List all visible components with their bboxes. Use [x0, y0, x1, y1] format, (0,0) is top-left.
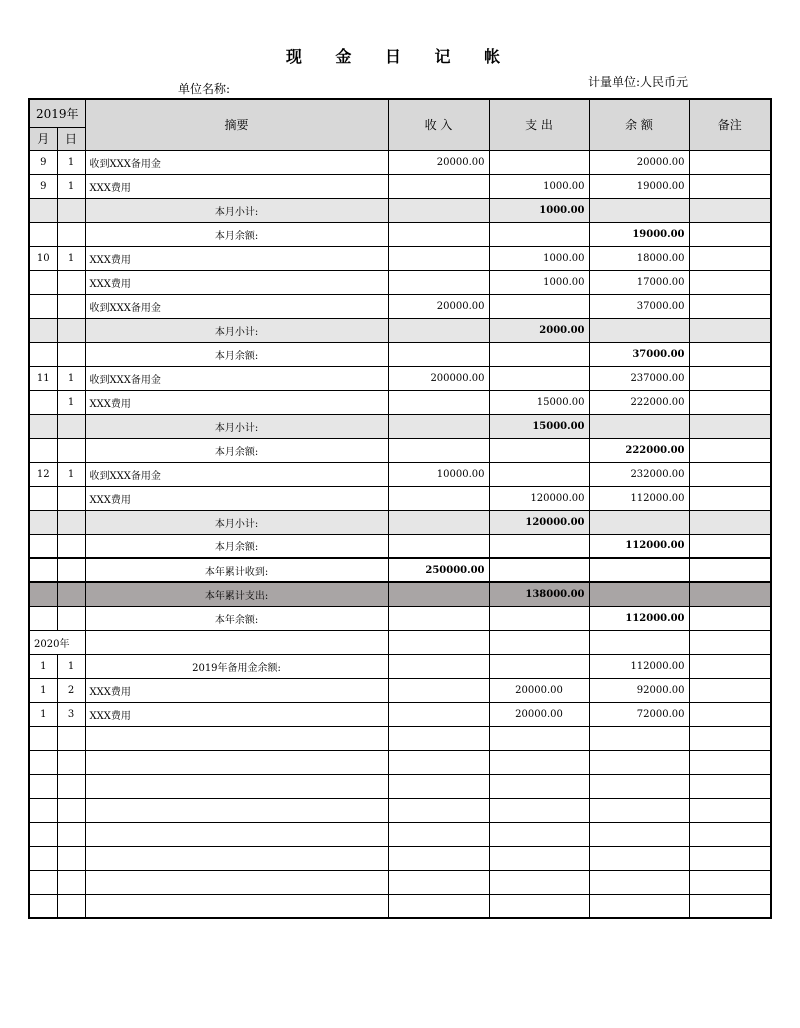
empty-cell [388, 630, 489, 654]
month-cell: 9 [29, 150, 57, 174]
expense-cell: 120000.00 [489, 486, 589, 510]
income-cell [388, 702, 489, 726]
day-cell: 1 [57, 366, 85, 390]
day-cell [57, 270, 85, 294]
income-cell [388, 198, 489, 222]
table-row [29, 150, 771, 174]
summary-cell: 本年累计收到: [85, 558, 388, 582]
empty-cell [489, 750, 589, 774]
empty-cell [689, 894, 771, 918]
summary-cell: 收到XXX备用金 [85, 366, 388, 390]
summary-cell: 收到XXX备用金 [85, 294, 388, 318]
income-cell [388, 318, 489, 342]
month-cell [29, 390, 57, 414]
table-row [29, 222, 771, 246]
empty-cell [589, 750, 689, 774]
month-cell: 12 [29, 462, 57, 486]
day-cell [57, 534, 85, 558]
balance-cell [589, 558, 689, 582]
balance-cell: 92000.00 [589, 678, 689, 702]
table-row [29, 846, 771, 870]
empty-cell [57, 894, 85, 918]
table-row [29, 318, 771, 342]
table-row [29, 438, 771, 462]
empty-cell [29, 894, 57, 918]
header-summary: 摘要 [85, 99, 388, 150]
table-row [29, 414, 771, 438]
month-cell [29, 270, 57, 294]
day-cell [57, 510, 85, 534]
income-cell [388, 270, 489, 294]
unit-name-label: 单位名称: [178, 82, 231, 96]
day-cell: 1 [57, 462, 85, 486]
remark-cell [689, 318, 771, 342]
empty-cell [85, 870, 388, 894]
month-cell [29, 198, 57, 222]
balance-cell: 18000.00 [589, 246, 689, 270]
empty-cell [29, 750, 57, 774]
income-cell [388, 222, 489, 246]
expense-cell: 120000.00 [489, 510, 589, 534]
expense-cell: 1000.00 [489, 246, 589, 270]
expense-cell: 20000.00 [489, 678, 589, 702]
month-cell: 11 [29, 366, 57, 390]
page-title: 现 金 日 记 帐 [285, 47, 515, 66]
table-row [29, 534, 771, 558]
income-cell [388, 510, 489, 534]
balance-cell [589, 198, 689, 222]
expense-cell: 1000.00 [489, 270, 589, 294]
remark-cell [689, 294, 771, 318]
month-cell: 1 [29, 654, 57, 678]
month-cell [29, 558, 57, 582]
summary-cell: XXX费用 [85, 678, 388, 702]
summary-cell: XXX费用 [85, 270, 388, 294]
expense-cell [489, 366, 589, 390]
empty-cell [57, 726, 85, 750]
summary-cell: XXX费用 [85, 390, 388, 414]
empty-cell [85, 798, 388, 822]
empty-cell [589, 726, 689, 750]
empty-cell [29, 774, 57, 798]
table-row [29, 750, 771, 774]
summary-cell: 本年累计支出: [85, 582, 388, 606]
table-row [29, 390, 771, 414]
balance-cell: 112000.00 [589, 654, 689, 678]
income-cell: 250000.00 [388, 558, 489, 582]
empty-cell [589, 822, 689, 846]
income-cell [388, 390, 489, 414]
remark-cell [689, 462, 771, 486]
empty-cell [388, 726, 489, 750]
balance-cell [589, 582, 689, 606]
table-row [29, 678, 771, 702]
empty-cell [589, 798, 689, 822]
expense-cell: 1000.00 [489, 174, 589, 198]
income-cell [388, 654, 489, 678]
table-row [29, 174, 771, 198]
empty-cell [85, 894, 388, 918]
table-row [29, 726, 771, 750]
income-cell: 200000.00 [388, 366, 489, 390]
empty-cell [388, 750, 489, 774]
table-row [29, 366, 771, 390]
header-expense: 支 出 [489, 99, 589, 150]
expense-cell: 1000.00 [489, 198, 589, 222]
month-cell [29, 534, 57, 558]
income-cell: 20000.00 [388, 150, 489, 174]
table-row [29, 702, 771, 726]
month-cell [29, 438, 57, 462]
day-cell [57, 438, 85, 462]
day-cell [57, 222, 85, 246]
table-row [29, 486, 771, 510]
empty-cell [489, 774, 589, 798]
balance-cell [589, 510, 689, 534]
empty-cell [29, 798, 57, 822]
table-row [29, 558, 771, 582]
empty-cell [57, 798, 85, 822]
day-cell: 3 [57, 702, 85, 726]
empty-cell [57, 822, 85, 846]
remark-cell [689, 654, 771, 678]
balance-cell: 17000.00 [589, 270, 689, 294]
day-cell [57, 558, 85, 582]
balance-cell: 222000.00 [589, 438, 689, 462]
empty-cell [388, 894, 489, 918]
income-cell [388, 246, 489, 270]
day-cell [57, 342, 85, 366]
remark-cell [689, 438, 771, 462]
table-row [29, 270, 771, 294]
empty-cell [29, 726, 57, 750]
cash-journal-table [28, 98, 772, 919]
day-cell: 1 [57, 246, 85, 270]
month-cell: 1 [29, 678, 57, 702]
income-cell [388, 342, 489, 366]
balance-cell: 37000.00 [589, 342, 689, 366]
balance-cell [589, 318, 689, 342]
empty-cell [85, 630, 388, 654]
empty-cell [489, 630, 589, 654]
month-cell: 1 [29, 702, 57, 726]
remark-cell [689, 222, 771, 246]
empty-cell [29, 870, 57, 894]
day-cell [57, 606, 85, 630]
remark-cell [689, 390, 771, 414]
empty-cell [57, 774, 85, 798]
empty-cell [57, 750, 85, 774]
empty-cell [689, 630, 771, 654]
empty-cell [388, 774, 489, 798]
summary-cell: 本年余额: [85, 606, 388, 630]
empty-cell [29, 822, 57, 846]
expense-cell [489, 150, 589, 174]
empty-cell [489, 846, 589, 870]
summary-cell: 本月小计: [85, 414, 388, 438]
summary-cell: XXX费用 [85, 246, 388, 270]
income-cell [388, 582, 489, 606]
summary-cell: 2019年备用金余额: [85, 654, 388, 678]
remark-cell [689, 198, 771, 222]
month-cell [29, 414, 57, 438]
empty-cell [57, 870, 85, 894]
day-cell [57, 318, 85, 342]
expense-cell [489, 462, 589, 486]
summary-cell: 收到XXX备用金 [85, 150, 388, 174]
summary-cell: 本月余额: [85, 438, 388, 462]
remark-cell [689, 486, 771, 510]
empty-cell [689, 750, 771, 774]
expense-cell [489, 438, 589, 462]
balance-cell: 237000.00 [589, 366, 689, 390]
empty-cell [85, 726, 388, 750]
expense-cell [489, 558, 589, 582]
table-row [29, 822, 771, 846]
summary-cell: 本月小计: [85, 510, 388, 534]
summary-cell: 收到XXX备用金 [85, 462, 388, 486]
day-cell: 1 [57, 654, 85, 678]
header-remark: 备注 [689, 99, 771, 150]
empty-cell [388, 798, 489, 822]
year-label-cell: 2020年 [29, 630, 85, 654]
remark-cell [689, 342, 771, 366]
month-cell [29, 294, 57, 318]
expense-cell: 15000.00 [489, 414, 589, 438]
table-row [29, 606, 771, 630]
day-cell: 2 [57, 678, 85, 702]
day-cell [57, 294, 85, 318]
month-cell [29, 582, 57, 606]
balance-cell: 232000.00 [589, 462, 689, 486]
empty-cell [489, 870, 589, 894]
empty-cell [689, 822, 771, 846]
summary-cell: 本月余额: [85, 342, 388, 366]
month-cell [29, 606, 57, 630]
remark-cell [689, 702, 771, 726]
day-cell [57, 582, 85, 606]
expense-cell: 138000.00 [489, 582, 589, 606]
expense-cell: 20000.00 [489, 702, 589, 726]
remark-cell [689, 246, 771, 270]
income-cell [388, 678, 489, 702]
income-cell [388, 438, 489, 462]
empty-cell [85, 750, 388, 774]
summary-cell: 本月小计: [85, 318, 388, 342]
expense-cell [489, 294, 589, 318]
month-cell [29, 486, 57, 510]
table-row [29, 654, 771, 678]
day-cell [57, 198, 85, 222]
table-row [29, 510, 771, 534]
empty-cell [489, 798, 589, 822]
table-row [29, 798, 771, 822]
currency-unit-label: 计量单位:人民币元 [587, 75, 688, 89]
day-cell [57, 486, 85, 510]
day-cell: 1 [57, 174, 85, 198]
header-month: 月 [29, 127, 57, 150]
header-row-year [29, 99, 771, 127]
income-cell: 20000.00 [388, 294, 489, 318]
expense-cell: 2000.00 [489, 318, 589, 342]
empty-cell [689, 774, 771, 798]
empty-cell [85, 774, 388, 798]
table-row [29, 246, 771, 270]
income-cell: 10000.00 [388, 462, 489, 486]
empty-cell [689, 726, 771, 750]
empty-cell [489, 894, 589, 918]
table-row [29, 198, 771, 222]
balance-cell: 19000.00 [589, 174, 689, 198]
income-cell [388, 534, 489, 558]
remark-cell [689, 558, 771, 582]
balance-cell: 19000.00 [589, 222, 689, 246]
balance-cell: 20000.00 [589, 150, 689, 174]
balance-cell: 222000.00 [589, 390, 689, 414]
month-cell [29, 222, 57, 246]
remark-cell [689, 582, 771, 606]
remark-cell [689, 150, 771, 174]
summary-cell: 本月余额: [85, 222, 388, 246]
empty-cell [589, 870, 689, 894]
month-cell: 10 [29, 246, 57, 270]
header-day: 日 [57, 127, 85, 150]
empty-cell [388, 846, 489, 870]
table-row [29, 870, 771, 894]
income-cell [388, 174, 489, 198]
expense-cell: 15000.00 [489, 390, 589, 414]
summary-cell: 本月余额: [85, 534, 388, 558]
month-cell: 9 [29, 174, 57, 198]
empty-cell [388, 822, 489, 846]
balance-cell: 72000.00 [589, 702, 689, 726]
header-year: 2019年 [29, 99, 85, 127]
summary-cell: XXX费用 [85, 486, 388, 510]
balance-cell: 112000.00 [589, 486, 689, 510]
day-cell: 1 [57, 150, 85, 174]
summary-cell: 本月小计: [85, 198, 388, 222]
table-row [29, 462, 771, 486]
empty-cell [589, 846, 689, 870]
table-row [29, 894, 771, 918]
empty-cell [388, 870, 489, 894]
month-cell [29, 342, 57, 366]
remark-cell [689, 174, 771, 198]
empty-cell [85, 846, 388, 870]
summary-cell: XXX费用 [85, 702, 388, 726]
empty-cell [85, 822, 388, 846]
table-row [29, 342, 771, 366]
empty-cell [589, 774, 689, 798]
table-row [29, 630, 771, 654]
empty-cell [689, 846, 771, 870]
empty-cell [29, 846, 57, 870]
income-cell [388, 414, 489, 438]
day-cell [57, 414, 85, 438]
empty-cell [589, 630, 689, 654]
table-row [29, 774, 771, 798]
header-balance: 余 额 [589, 99, 689, 150]
remark-cell [689, 414, 771, 438]
empty-cell [57, 846, 85, 870]
income-cell [388, 486, 489, 510]
empty-cell [689, 870, 771, 894]
expense-cell [489, 654, 589, 678]
income-cell [388, 606, 489, 630]
empty-cell [489, 726, 589, 750]
expense-cell [489, 342, 589, 366]
balance-cell: 112000.00 [589, 606, 689, 630]
table-row [29, 294, 771, 318]
remark-cell [689, 510, 771, 534]
expense-cell [489, 606, 589, 630]
remark-cell [689, 270, 771, 294]
expense-cell [489, 534, 589, 558]
balance-cell: 112000.00 [589, 534, 689, 558]
remark-cell [689, 366, 771, 390]
header-income: 收 入 [388, 99, 489, 150]
remark-cell [689, 606, 771, 630]
month-cell [29, 318, 57, 342]
empty-cell [689, 798, 771, 822]
expense-cell [489, 222, 589, 246]
empty-cell [589, 894, 689, 918]
remark-cell [689, 678, 771, 702]
day-cell: 1 [57, 390, 85, 414]
remark-cell [689, 534, 771, 558]
summary-cell: XXX费用 [85, 174, 388, 198]
empty-cell [489, 822, 589, 846]
balance-cell: 37000.00 [589, 294, 689, 318]
table-row [29, 582, 771, 606]
balance-cell [589, 414, 689, 438]
month-cell [29, 510, 57, 534]
